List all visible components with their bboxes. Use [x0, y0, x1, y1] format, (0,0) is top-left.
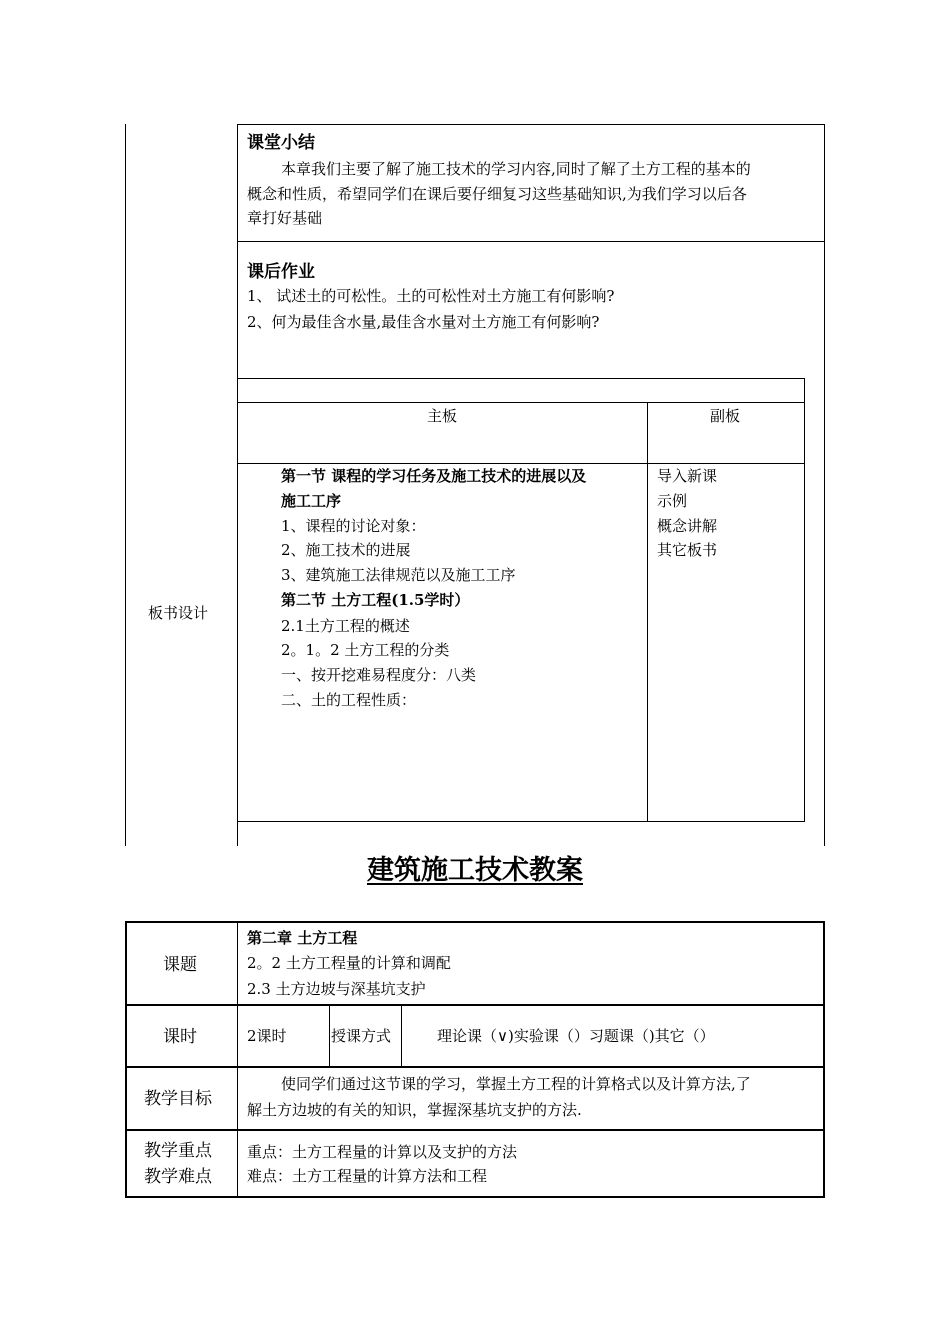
topic-line: 第二章 土方工程 [247, 929, 358, 947]
hours-value: 2课时 [247, 1027, 287, 1045]
board-side-header: 副板 [710, 407, 741, 425]
goal-label: 教学目标 [144, 1089, 212, 1109]
board-side-line: 导入新课 [657, 467, 718, 485]
board-side-line: 其它板书 [657, 541, 718, 559]
board-main-line: 3、建筑施工法律规范以及施工工序 [281, 566, 516, 584]
upper-left-border [125, 124, 126, 846]
method-value: 理论课（∨)实验课（）习题课（)其它（） [437, 1027, 715, 1045]
topic-line: 2.3 土方边坡与深基坑支护 [247, 980, 426, 998]
board-main-line: 一、按开挖难易程度分：八类 [281, 666, 477, 684]
summary-heading: 课堂小结 [247, 133, 315, 153]
board-design-label: 板书设计 [148, 604, 209, 622]
hours-label: 课时 [163, 1027, 197, 1047]
board-main-line: 第一节 课程的学习任务及施工技术的进展以及 [281, 467, 587, 485]
summary-divider [237, 241, 825, 242]
board-main-line: 第二节 土方工程(1.5学时） [281, 591, 470, 609]
topic-label: 课题 [163, 955, 197, 975]
key-value: 重点：土方工程量的计算以及支护的方法 [247, 1143, 518, 1161]
upper-col-divider [237, 124, 238, 846]
goal-line-2: 解土方边坡的有关的知识，掌握深基坑支护的方法. [247, 1101, 582, 1119]
board-main-line: 施工工序 [281, 492, 342, 510]
board-main-header: 主板 [427, 407, 458, 425]
page-title: 建筑施工技术教案 [367, 855, 583, 886]
topic-line: 2。2 土方工程量的计算和调配 [247, 954, 451, 972]
method-label: 授课方式 [331, 1027, 392, 1045]
board-main-line: 二、土的工程性质： [281, 691, 417, 709]
difficulty-value: 难点：土方工程量的计算方法和工程 [247, 1167, 488, 1185]
board-main-line: 2.1土方工程的概述 [281, 617, 410, 635]
board-main-line: 2、施工技术的进展 [281, 541, 411, 559]
board-side-line: 概念讲解 [657, 517, 718, 535]
key-label: 教学重点 [144, 1141, 212, 1161]
upper-right-border [824, 124, 825, 846]
summary-line-2: 概念和性质，希望同学们在课后要仔细复习这些基础知识,为我们学习以后各 [247, 185, 747, 203]
summary-line-3: 章打好基础 [247, 209, 323, 227]
board-main-line: 2。1。2 土方工程的分类 [281, 641, 450, 659]
homework-item-2: 2、何为最佳含水量,最佳含水量对土方施工有何影响? [247, 313, 600, 331]
homework-heading: 课后作业 [247, 262, 315, 282]
homework-item-1: 1、 试述土的可松性。土的可松性对土方施工有何影响? [247, 287, 615, 305]
goal-line-1: 使同学们通过这节课的学习，掌握土方工程的计算格式以及计算方法,了 [281, 1075, 751, 1093]
difficulty-label: 教学难点 [144, 1167, 212, 1187]
board-side-line: 示例 [657, 492, 688, 510]
board-main-line: 1、课程的讨论对象： [281, 517, 426, 535]
summary-line-1: 本章我们主要了解了施工技术的学习内容,同时了解了土方工程的基本的 [281, 160, 751, 178]
upper-top-border [237, 124, 825, 125]
